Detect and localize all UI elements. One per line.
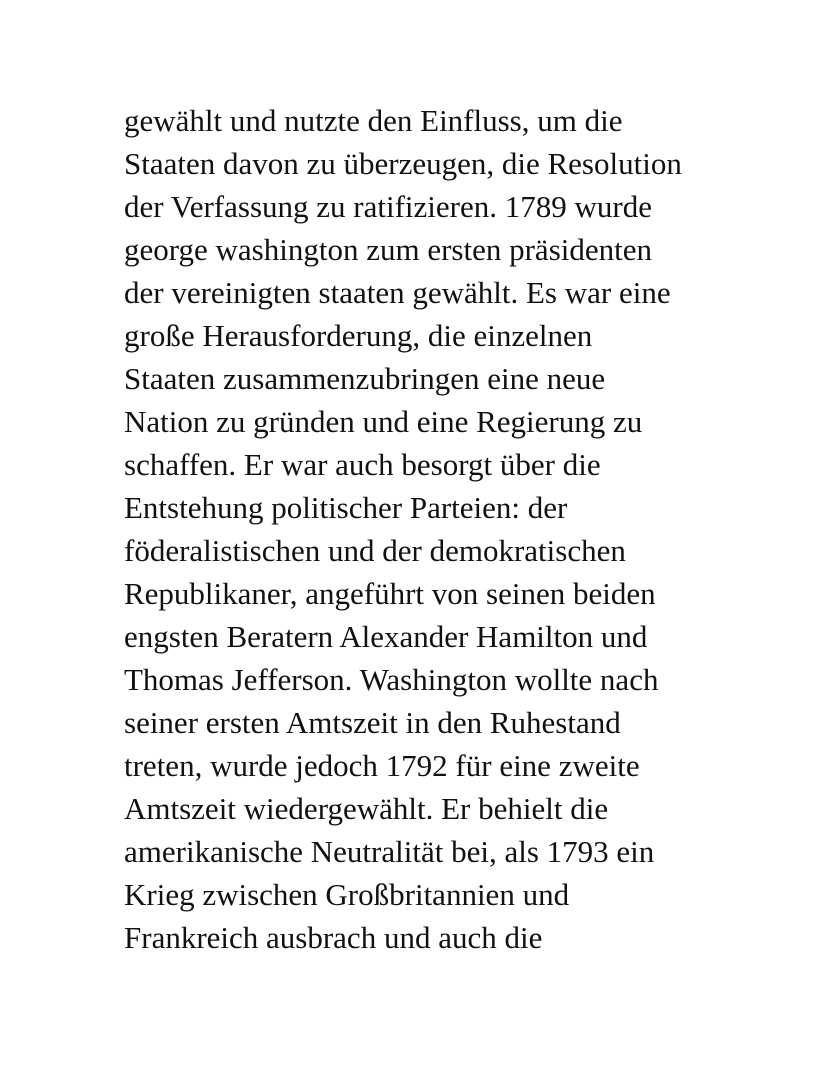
text-line: der Verfassung zu ratifizieren. 1789 wurde: [124, 189, 652, 224]
text-line: der vereinigten staaten gewählt. Es war eine: [124, 275, 671, 310]
text-line: Staaten davon zu überzeugen, die Resolution: [124, 146, 682, 181]
text-line: amerikanische Neutralität bei, als 1793 ein: [124, 834, 655, 869]
text-line: gewählt und nutzte den Einfluss, um die: [124, 103, 623, 138]
text-line: Nation zu gründen und eine Regierung zu: [124, 404, 643, 439]
text-line: seiner ersten Amtszeit in den Ruhestand: [124, 705, 621, 740]
text-line: große Herausforderung, die einzelnen: [124, 318, 593, 353]
text-line: föderalistischen und der demokratischen: [124, 533, 626, 568]
text-line: Entstehung politischer Parteien: der: [124, 490, 568, 525]
text-line: engsten Beratern Alexander Hamilton und: [124, 619, 648, 654]
text-line: Amtszeit wiedergewählt. Er behielt die: [124, 791, 609, 826]
text-line: Frankreich ausbrach und auch die: [124, 920, 543, 955]
text-line: Staaten zusammenzubringen eine neue: [124, 361, 606, 396]
text-line: Thomas Jefferson. Washington wollte nach: [124, 662, 659, 697]
text-line: treten, wurde jedoch 1792 für eine zweite: [124, 748, 640, 783]
text-line: george washington zum ersten präsidenten: [124, 232, 652, 267]
text-line: Republikaner, angeführt von seinen beiden: [124, 576, 656, 611]
body-text: [124, 99, 784, 959]
text-line: schaffen. Er war auch besorgt über die: [124, 447, 601, 482]
text-line: Krieg zwischen Großbritannien und: [124, 877, 570, 912]
